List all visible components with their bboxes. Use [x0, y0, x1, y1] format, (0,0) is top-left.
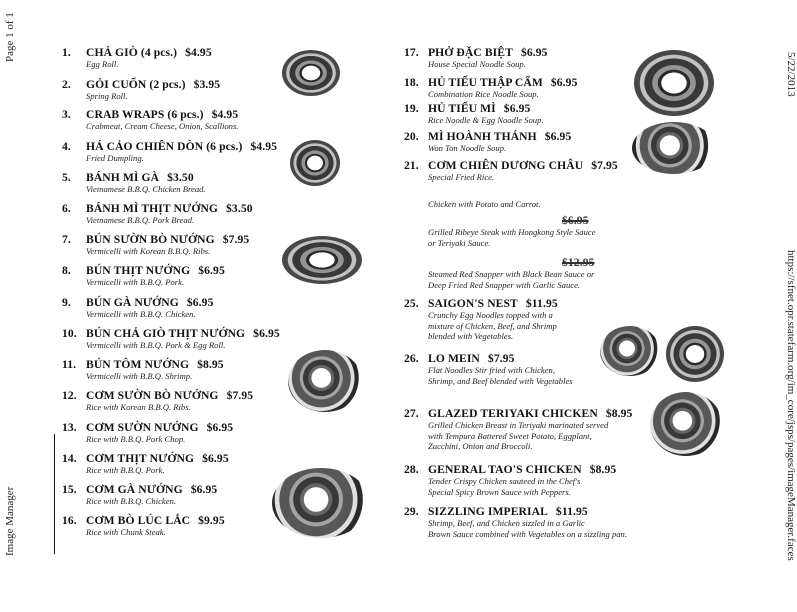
menu-item-price: $6.95 — [253, 327, 280, 340]
menu-item — [62, 78, 220, 102]
menu-item — [62, 421, 233, 445]
menu-item-number: 8. — [62, 264, 71, 277]
menu-item-number: 7. — [62, 233, 71, 246]
menu-item-description: Vermicelli with Korean B.B.Q. Ribs. — [86, 246, 211, 256]
menu-item-description: Shrimp, Beef, and Chicken sizzled in a Garlic — [428, 518, 585, 528]
menu-item-description: House Special Noodle Soup. — [428, 59, 526, 69]
menu-item-description: Vietnamese B.B.Q. Chicken Bread. — [86, 184, 206, 194]
menu-item — [62, 483, 217, 507]
menu-item-name: GENERAL TAO'S CHICKEN — [428, 463, 582, 476]
menu-item-title — [404, 130, 571, 143]
menu-item-number: 6. — [62, 202, 71, 215]
menu-item — [404, 256, 594, 290]
saigon-nest-photo — [600, 326, 660, 376]
menu-item-description: Crabmeat, Cream Cheese, Onion, Scallions. — [86, 121, 239, 131]
menu-item-title — [404, 102, 544, 115]
menu-item-number: 4. — [62, 140, 71, 153]
menu-item-name: SAIGON'S NEST — [428, 297, 518, 310]
menu-item-title — [62, 514, 225, 527]
menu-item-price: $6.95 — [520, 46, 548, 59]
menu-item-name: SIZZLING IMPERIAL — [428, 505, 548, 518]
menu-item-name: CƠM SƯỜN BÒ NƯỚNG — [86, 389, 219, 402]
menu-item — [404, 186, 562, 210]
menu-item-price: $6.95 — [202, 452, 229, 465]
menu-item-number: 14. — [62, 452, 77, 465]
menu-item — [404, 505, 627, 539]
menu-item — [404, 76, 577, 100]
menu-item-number: 12. — [62, 389, 77, 402]
menu-item-number: 10. — [62, 327, 77, 340]
menu-item-price: $12.95 — [562, 256, 595, 269]
menu-item-description: Rice with B.B.Q. Pork Chop. — [86, 434, 186, 444]
menu-item-title — [404, 407, 632, 420]
menu-item-number: 20. — [404, 130, 419, 143]
menu-item-price: $8.95 — [605, 407, 633, 420]
menu-item-title — [62, 327, 280, 340]
menu-item-name: BÁNH MÌ GÀ — [86, 171, 160, 184]
menu-item — [404, 352, 573, 386]
vermicelli-photo — [282, 236, 362, 284]
menu-item-name: BÁNH MÌ THỊT NƯỚNG — [86, 202, 219, 215]
menu-item-name: CƠM THỊT NƯỚNG — [86, 452, 195, 465]
menu-item-description: Special Fried Rice. — [428, 172, 495, 182]
menu-item-title — [62, 421, 233, 434]
menu-item-title — [404, 186, 562, 199]
menu-item-price: $8.95 — [197, 358, 224, 371]
menu-item-price: $6.95 — [206, 421, 234, 434]
menu-item-name: MÌ HOÀNH THÁNH — [428, 130, 537, 143]
menu-item — [404, 407, 632, 452]
menu-item-number: 1. — [62, 46, 71, 59]
menu-item-title — [62, 264, 225, 277]
menu-item-description: Crunchy Egg Noodles topped with a — [428, 310, 553, 320]
egg-roll-photo — [282, 50, 340, 96]
menu-item-description: Tender Crispy Chicken sauteed in the Chef's — [428, 476, 581, 486]
menu-item-number: 17. — [404, 46, 419, 59]
menu-item — [404, 46, 548, 70]
app-name-label: Image Manager — [4, 486, 16, 556]
menu-item-title — [62, 358, 224, 371]
dumpling-photo — [290, 140, 340, 186]
menu-item-name: BÚN SƯỜN BÒ NƯỚNG — [86, 233, 215, 246]
menu-item-price: $3.50 — [167, 171, 194, 184]
menu-item-title — [62, 296, 213, 309]
menu-item-name: BÚN THỊT NƯỚNG — [86, 264, 191, 277]
menu-item-title — [62, 108, 238, 121]
menu-item-price: $6.95 — [503, 102, 531, 115]
menu-item — [62, 264, 225, 288]
fried-rice-photo — [632, 122, 716, 174]
menu-item-title — [404, 76, 577, 89]
menu-item-number: 13. — [62, 421, 77, 434]
menu-item-number: 29. — [404, 505, 419, 518]
menu-item-number: 21. — [404, 159, 419, 172]
menu-item — [404, 159, 618, 183]
menu-item-title — [62, 171, 206, 184]
menu-item-number: 26. — [404, 352, 419, 365]
menu-item — [62, 171, 206, 195]
menu-item-name: BÚN TÔM NƯỚNG — [86, 358, 190, 371]
menu-item-number: 3. — [62, 108, 71, 121]
menu-item-name: CRAB WRAPS (6 pcs.) — [86, 108, 204, 121]
menu-item-number: 11. — [62, 358, 77, 371]
menu-item-description: Special Spicy Brown Sauce with Peppers. — [428, 486, 571, 497]
menu-item-description: Won Ton Noodle Soup. — [428, 143, 507, 153]
source-url[interactable]: https://sfnet.opr.statefarm.org/im_core/jsps/pages/imageManager.faces — [785, 250, 797, 561]
menu-item-price: $11.95 — [525, 297, 558, 310]
menu-item-name: HỦ TIẾU MÌ — [428, 102, 496, 115]
menu-item-title — [62, 389, 253, 402]
menu-item-description: Chicken with Potato and Carrot. — [428, 199, 541, 209]
menu-item-description: blended with Vegetables. — [428, 331, 514, 341]
menu-item-name: HỦ TIẾU THẬP CẨM — [428, 76, 543, 89]
menu-item-description: Deep Fried Red Snapper with Garlic Sauce. — [428, 279, 581, 290]
menu-item-price: $6.95 — [550, 76, 578, 89]
menu-item-price: $3.95 — [193, 78, 221, 91]
menu-item-price: $4.95 — [250, 140, 278, 153]
menu-item-price: $8.95 — [589, 463, 617, 476]
menu-item-name: GLAZED TERIYAKI CHICKEN — [428, 407, 598, 420]
menu-item-description: or Teriyaki Sauce. — [428, 237, 491, 248]
menu-item — [62, 233, 249, 257]
menu-item — [404, 297, 558, 342]
menu-item — [404, 463, 616, 497]
page-count-label: Page 1 of 1 — [4, 12, 16, 62]
menu-item-description: Rice with Chunk Steak. — [86, 527, 166, 537]
menu-item-description: Rice with B.B.Q. Pork. — [86, 465, 165, 475]
menu-item-title — [62, 452, 229, 465]
noodle-soup-photo — [634, 50, 714, 116]
menu-item-name: CƠM GÀ NƯỚNG — [86, 483, 183, 496]
teriyaki-photo — [650, 392, 722, 456]
menu-item-price: $7.95 — [226, 389, 254, 402]
menu-item-title — [404, 214, 596, 227]
menu-item-price: $7.95 — [591, 159, 618, 172]
menu-item-description: Grilled Ribeye Steak with Hongkong Style Sauce — [428, 227, 596, 237]
menu-item-description: Vermicelli with B.B.Q. Chicken. — [86, 309, 196, 319]
menu-item-title — [404, 46, 548, 59]
menu-item — [62, 202, 253, 226]
menu-item-title — [404, 505, 627, 518]
menu-item-description: Rice Noodle & Egg Noodle Soup. — [428, 115, 544, 125]
menu-item-price: $9.95 — [198, 514, 225, 527]
menu-item — [62, 108, 238, 132]
menu-item-name: CƠM CHIÊN DƯƠNG CHÂU — [428, 159, 584, 172]
menu-item-description: Steamed Red Snapper with Black Bean Sauce or — [428, 269, 595, 279]
menu-item — [404, 214, 596, 248]
menu-item-name: LO MEIN — [428, 352, 480, 365]
menu-item-description: mixture of Chicken, Beef, and Shrimp — [428, 320, 557, 331]
menu-item-price: $4.95 — [185, 46, 212, 59]
menu-item-name: CƠM SƯỜN NƯỚNG — [86, 421, 199, 434]
menu-item-name: HÁ CẢO CHIÊN DÒN (6 pcs.) — [86, 140, 243, 153]
menu-item-title — [404, 159, 618, 172]
menu-item-description: Brown Sauce combined with Vegetables on a sizzling pan. — [428, 528, 627, 539]
menu-item-number: 9. — [62, 296, 71, 309]
menu-item-description: Shrimp, and Beef blended with Vegetables — [428, 375, 573, 386]
menu-item — [62, 389, 253, 413]
menu-item-title — [62, 78, 220, 91]
menu-item — [62, 514, 225, 538]
menu-item-number: 2. — [62, 78, 71, 91]
menu-item-name: BÚN GÀ NƯỚNG — [86, 296, 179, 309]
margin-rule — [54, 434, 55, 554]
menu-item-price: $6.95 — [544, 130, 572, 143]
menu-item-description: Combination Rice Noodle Soup. — [428, 89, 539, 99]
rice-plate-photo — [272, 468, 370, 538]
menu-item — [404, 102, 544, 126]
menu-item-description: Spring Roll. — [86, 91, 128, 101]
menu-item — [62, 358, 224, 382]
menu-item-description: Rice with B.B.Q. Chicken. — [86, 496, 176, 506]
menu-item — [62, 46, 212, 70]
menu-item-name: CƠM BÒ LÚC LẮC — [86, 514, 191, 527]
menu-item-name: BÚN CHẢ GIÒ THỊT NƯỚNG — [86, 327, 246, 340]
menu-item-title — [62, 233, 249, 246]
menu-item-name: PHỞ ĐẶC BIỆT — [428, 46, 513, 59]
shrimp-plate-photo — [288, 350, 362, 412]
menu-item-description: Vermicelli with B.B.Q. Pork. — [86, 277, 185, 287]
menu-item — [62, 296, 213, 320]
menu-item-number: 28. — [404, 463, 419, 476]
menu-item-price: $7.95 — [487, 352, 515, 365]
menu-item-description: Flat Noodles Stir fried with Chicken, — [428, 365, 555, 375]
menu-item-title — [404, 297, 558, 310]
menu-item-price: $11.95 — [555, 505, 588, 518]
menu-item-title — [62, 140, 277, 153]
menu-item-number: 25. — [404, 297, 419, 310]
menu-item-price: $6.95 — [562, 214, 589, 227]
menu-item — [62, 452, 229, 476]
menu-item-price: $6.95 — [186, 296, 214, 309]
menu-item — [404, 130, 571, 154]
menu-item-title — [62, 202, 253, 215]
menu-item-title — [404, 352, 573, 365]
menu-item — [62, 327, 280, 351]
menu-item-description: Vermicelli with B.B.Q. Pork & Egg Roll. — [86, 340, 226, 350]
menu-item-number: 16. — [62, 514, 77, 527]
print-date: 5/22/2013 — [785, 52, 797, 97]
menu-item-number: 19. — [404, 102, 419, 115]
menu-item-price: $3.50 — [226, 202, 253, 215]
menu-item-title — [62, 483, 217, 496]
menu-item-title — [404, 256, 594, 269]
menu-item-number: 5. — [62, 171, 71, 184]
menu-item-title — [404, 463, 616, 476]
menu-item — [62, 140, 277, 164]
menu-item-number: 18. — [404, 76, 419, 89]
menu-item-price: $6.95 — [198, 264, 225, 277]
menu-item-description: Egg Roll. — [86, 59, 119, 69]
menu-item-price: $7.95 — [222, 233, 250, 246]
menu-item-name: CHẢ GIÒ (4 pcs.) — [86, 46, 178, 59]
menu-item-description: Grilled Chicken Breast in Teriyaki marinated served — [428, 420, 609, 430]
menu-item-description: Rice with Korean B.B.Q. Ribs. — [86, 402, 191, 412]
menu-item-number: 15. — [62, 483, 77, 496]
menu-item-name: GỎI CUỐN (2 pcs.) — [86, 78, 186, 91]
menu-item-price: $6.95 — [190, 483, 218, 496]
menu-item-description: Vietnamese B.B.Q. Pork Bread. — [86, 215, 195, 225]
menu-item-description: Vermicelli with B.B.Q. Shrimp. — [86, 371, 193, 381]
menu-item-description: Zucchini, Onion and Broccoli. — [428, 441, 533, 451]
menu-item-price: $4.95 — [211, 108, 239, 121]
menu-item-description: Fried Dumpling. — [86, 153, 144, 163]
menu-item-number: 27. — [404, 407, 419, 420]
lo-mein-photo — [666, 326, 724, 382]
menu-item-description: with Tempura Battered Sweet Potato, Eggplant, — [428, 430, 592, 441]
menu-item-title — [62, 46, 212, 59]
